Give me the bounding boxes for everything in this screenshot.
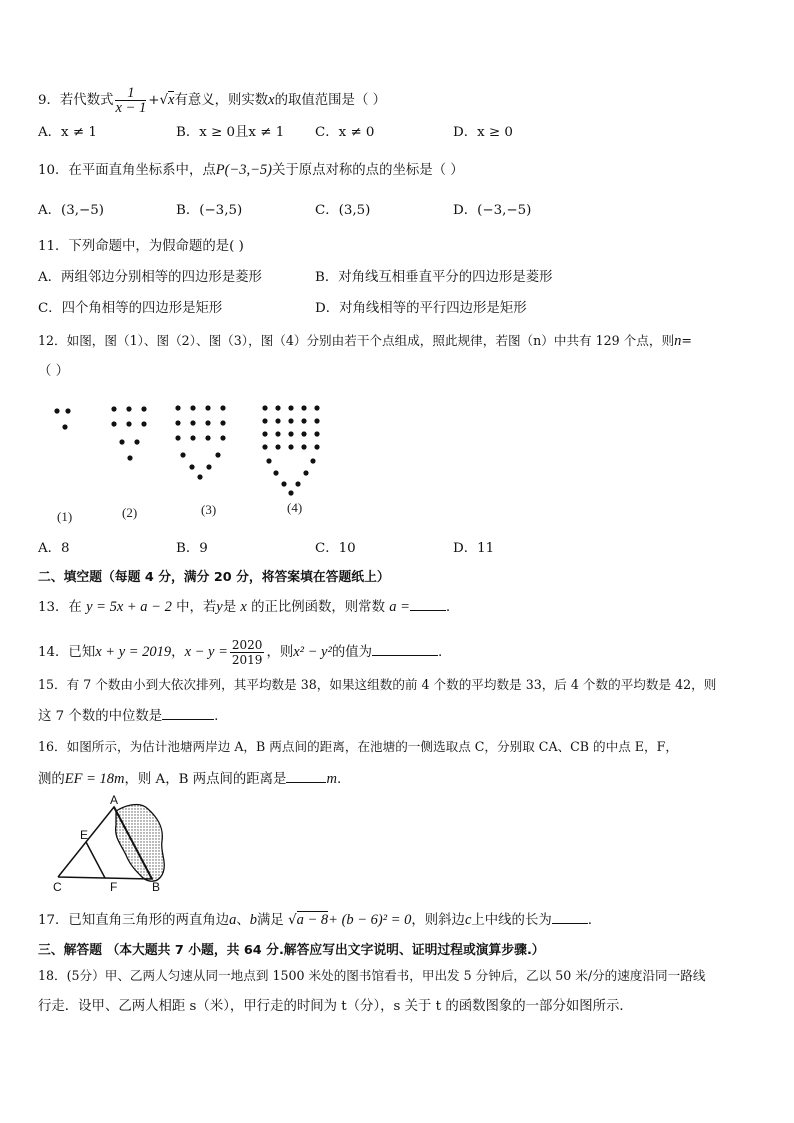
q11-option-b: B．对角线互相垂直平分的四边形是菱形 — [315, 270, 553, 285]
q16-label-f: F — [110, 880, 118, 894]
q9-option-d: D．x ≥ 0 — [453, 125, 513, 140]
q14-answer-blank — [372, 641, 438, 656]
q16-label-c: C — [53, 880, 62, 894]
q17-answer-blank — [552, 909, 588, 924]
q13-answer-blank — [410, 596, 446, 611]
q9-sqrt: √x — [159, 92, 175, 108]
q12-option-c: C．10 — [315, 541, 356, 556]
question-15-line-1: 15．有 7 个数由小到大依次排列，其平均数是 38，如果这组数的前 4 个数的平均数是 33，后 4 个数的平均数是 42，则 — [38, 677, 717, 692]
q10-option-c: C．(3,5) — [315, 203, 371, 218]
q10-option-a: A．(3,−5) — [38, 203, 105, 218]
q9-option-b: B．x ≥ 0且x ≠ 1 — [176, 125, 285, 140]
question-9: 9．若代数式 $\frac{1}{x - 1}$ +√x有意义，则实数x的取值范围是（ ） — [38, 85, 386, 116]
q11-option-c: C．四个角相等的四边形是矩形 — [38, 301, 223, 316]
section-3-heading: 三、解答题 （本大题共 7 小题，共 64 分.解答应写出文字说明、证明过程或演算步骤.） — [38, 943, 545, 958]
q16-label-a: A — [110, 793, 119, 807]
question-15-line-2: 这 7 个数的中位数是 . — [38, 705, 218, 727]
question-18-line-2: 行走．设甲、乙两人相距 s（米），甲行走的时间为 t（分），s 关于 t 的函数图象的一部分如图所示． — [38, 999, 633, 1014]
q11-option-d: D．对角线相等的平行四边形是矩形 — [315, 301, 527, 316]
question-16-line-2: 测的EF = 18m，则 A，B 两点间的距离是 m. — [38, 768, 341, 790]
question-17: 17．已知直角三角形的两直角边a、b满足 √a − 8+ (b − 6)² = 0，则斜边c上中线的长为 . — [38, 909, 592, 931]
q9-option-c: C．x ≠ 0 — [315, 125, 375, 140]
q10-option-b: B．(−3,5) — [176, 203, 243, 218]
q15-answer-blank — [162, 705, 214, 720]
q12-figure-label-2: (2) — [122, 505, 138, 520]
q11-option-a: A．两组邻边分别相等的四边形是菱形 — [38, 270, 262, 285]
q10-point: P(−3,−5) — [215, 162, 272, 178]
q12-paren: （ ） — [38, 364, 70, 379]
q12-option-d: D．11 — [453, 541, 495, 556]
q9-fraction: $\frac{1}{x - 1}$ — [115, 85, 147, 116]
question-13: 13．在 y = 5x + a − 2 中，若y是 x 的正比例函数，则常数 a = . — [38, 596, 450, 618]
question-10: 10．在平面直角坐标系中，点P(−3,−5)关于原点对称的点的坐标是（ ） — [38, 162, 464, 178]
question-18-line-1: 18．(5分）甲、乙两人匀速从同一地点到 1500 米处的图书馆看书，甲出发 5 分钟后，乙以 50 米/分的速度沿同一路线 — [38, 968, 706, 983]
q17-sqrt: √a − 8 — [288, 912, 329, 928]
q12-figure-label-4: (4) — [287, 500, 303, 515]
q10-option-d: D．(−3,−5) — [453, 203, 532, 218]
question-11: 11．下列命题中，为假命题的是( ) — [38, 239, 244, 254]
section-2-heading: 二、填空题（每题 4 分，满分 20 分，将答案填在答题纸上） — [38, 570, 390, 585]
q16-pond-figure — [44, 793, 179, 895]
q12-option-b: B．9 — [176, 541, 208, 556]
q12-dot-figure — [40, 395, 340, 530]
q9-option-a: A．x ≠ 1 — [38, 125, 97, 140]
q9-text: 9．若代数式 — [38, 93, 114, 108]
q12-figure-label-3: (3) — [201, 502, 217, 517]
question-12: 12．如图，图（1）、图（2）、图（3），图（4）分别由若干个点组成，照此规律，若图（n）中共有 129 个点，则n= — [38, 333, 692, 349]
question-14: 14．已知x + y = 2019，x − y = $\frac{2020}{2019}$ ，则x² − y²的值为 . — [38, 638, 443, 667]
q12-figure-label-1: (1) — [57, 509, 73, 524]
q16-label-e: E — [80, 828, 89, 842]
q12-option-a: A．8 — [38, 541, 70, 556]
q14-fraction: $\frac{2020}{2019}$ — [231, 638, 263, 667]
q16-label-b: B — [152, 880, 161, 894]
q16-answer-blank — [286, 768, 326, 783]
question-16-line-1: 16．如图所示，为估计池塘两岸边 A，B 两点间的距离，在池塘的一侧选取点 C，分别取 CA、CB 的中点 E，F， — [38, 739, 678, 754]
